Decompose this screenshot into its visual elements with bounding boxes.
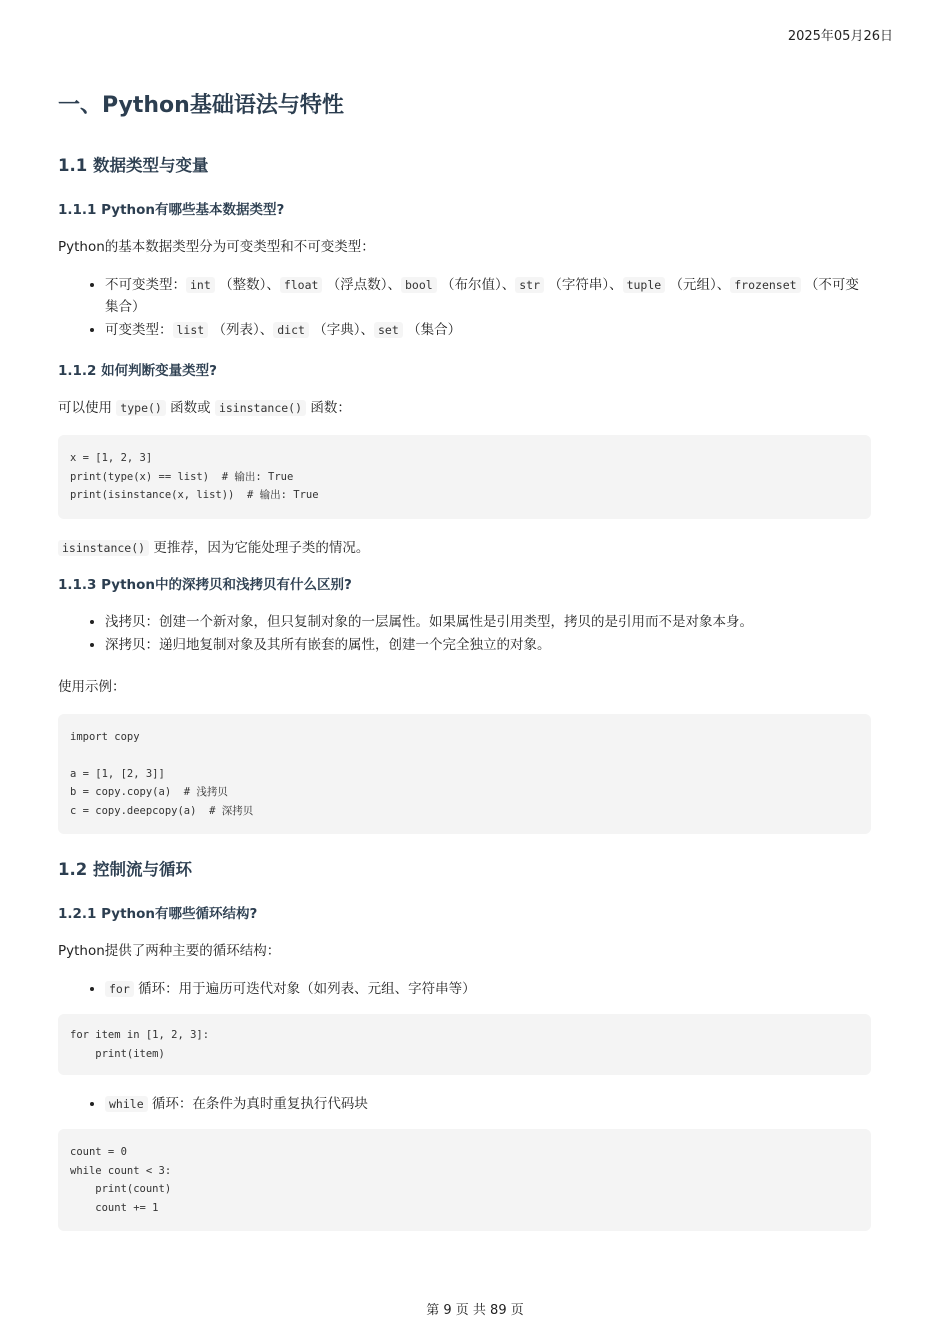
type-code: float — [280, 277, 323, 293]
section-title-1-1: 1.1 数据类型与变量 — [58, 156, 209, 175]
inline-code-isinstance: isinstance() — [215, 400, 306, 416]
intro-text: 函数或 — [165, 400, 215, 416]
type-check-intro — [58, 397, 871, 419]
shallow-copy-item: • 浅拷贝：创建一个新对象，但只复制对象的一层属性。如果属性是引用类型，拷贝的是引用而不是对象本身。 — [105, 611, 871, 633]
type-desc: （整数）、 — [214, 277, 280, 293]
type-code: tuple — [623, 277, 666, 293]
type-code: frozenset — [730, 277, 800, 293]
type-code: str — [515, 277, 544, 293]
intro-text: 函数： — [306, 400, 351, 416]
while-loop-item — [105, 1093, 871, 1115]
example-label: 使用示例： — [58, 678, 126, 695]
chapter-title: 一、Python基础语法与特性 — [58, 93, 344, 118]
deep-copy-item: • 深拷贝：递归地复制对象及其所有嵌套的属性，创建一个完全独立的对象。 — [105, 634, 871, 656]
page-footer: 第 9 页 共 89 页 — [426, 1303, 524, 1318]
inline-code-isinstance: isinstance() — [58, 540, 149, 556]
immutable-types-item — [105, 274, 871, 318]
type-code: bool — [401, 277, 437, 293]
type-desc: （元组）、 — [665, 277, 731, 293]
document-body — [58, 88, 871, 1249]
section-title-1-2: 1.2 控制流与循环 — [58, 860, 192, 879]
code-block-type-check: x = [1, 2, 3] print(type(x) == list) # 输出: True print(isinstance(x, list)) # 输出: True — [58, 435, 871, 519]
while-loop-desc: 循环：在条件为真时重复执行代码块 — [147, 1096, 368, 1112]
type-desc: （不可变集合） — [105, 277, 859, 315]
type-code: list — [173, 322, 209, 338]
question-title-1-1-2: 1.1.2 如何判断变量类型? — [58, 363, 217, 379]
code-block-for: for item in [1, 2, 3]: print(item) — [58, 1014, 871, 1075]
type-code: set — [374, 322, 403, 338]
question-title-1-1-1: 1.1.1 Python有哪些基本数据类型? — [58, 202, 285, 218]
for-loop-list — [58, 978, 871, 1000]
mutable-prefix: 可变类型： — [105, 322, 173, 338]
type-desc: （列表）、 — [208, 322, 274, 338]
type-desc: （布尔值）、 — [436, 277, 516, 293]
intro-text: 可以使用 — [58, 400, 117, 416]
question-title-1-1-3: 1.1.3 Python中的深拷贝和浅拷贝有什么区别? — [58, 576, 352, 593]
type-code: int — [186, 277, 215, 293]
copy-list — [58, 611, 871, 656]
type-code: dict — [273, 322, 309, 338]
document-date: 2025年05月26日 — [787, 29, 893, 44]
loops-intro: Python提供了两种主要的循环结构： — [58, 943, 281, 959]
isinstance-note — [58, 537, 871, 559]
type-desc: （浮点数）、 — [322, 277, 401, 293]
immutable-prefix: 不可变类型： — [105, 277, 186, 293]
type-desc: （字典）、 — [308, 322, 374, 338]
for-loop-desc: 循环：用于遍历可迭代对象（如列表、元组、字符串等） — [133, 981, 476, 997]
inline-code-for: for — [105, 981, 134, 997]
mutable-types-item — [105, 319, 871, 341]
for-loop-item — [105, 978, 871, 1000]
data-types-intro: Python的基本数据类型分为可变类型和不可变类型： — [58, 239, 375, 255]
type-desc: （集合） — [402, 322, 462, 338]
inline-code-while: while — [105, 1096, 148, 1112]
inline-code-type: type() — [116, 400, 166, 416]
question-title-1-2-1: 1.2.1 Python有哪些循环结构? — [58, 906, 258, 922]
type-desc: （字符串）、 — [544, 277, 623, 293]
code-block-while: count = 0 while count < 3: print(count) count += 1 — [58, 1129, 871, 1231]
data-types-list — [58, 274, 871, 341]
code-block-copy: import copy a = [1, [2, 3]] b = copy.copy(a) # 浅拷贝 c = copy.deepcopy(a) # 深拷贝 — [58, 714, 871, 835]
while-loop-list — [58, 1093, 871, 1115]
note-text: 更推荐，因为它能处理子类的情况。 — [149, 539, 370, 556]
